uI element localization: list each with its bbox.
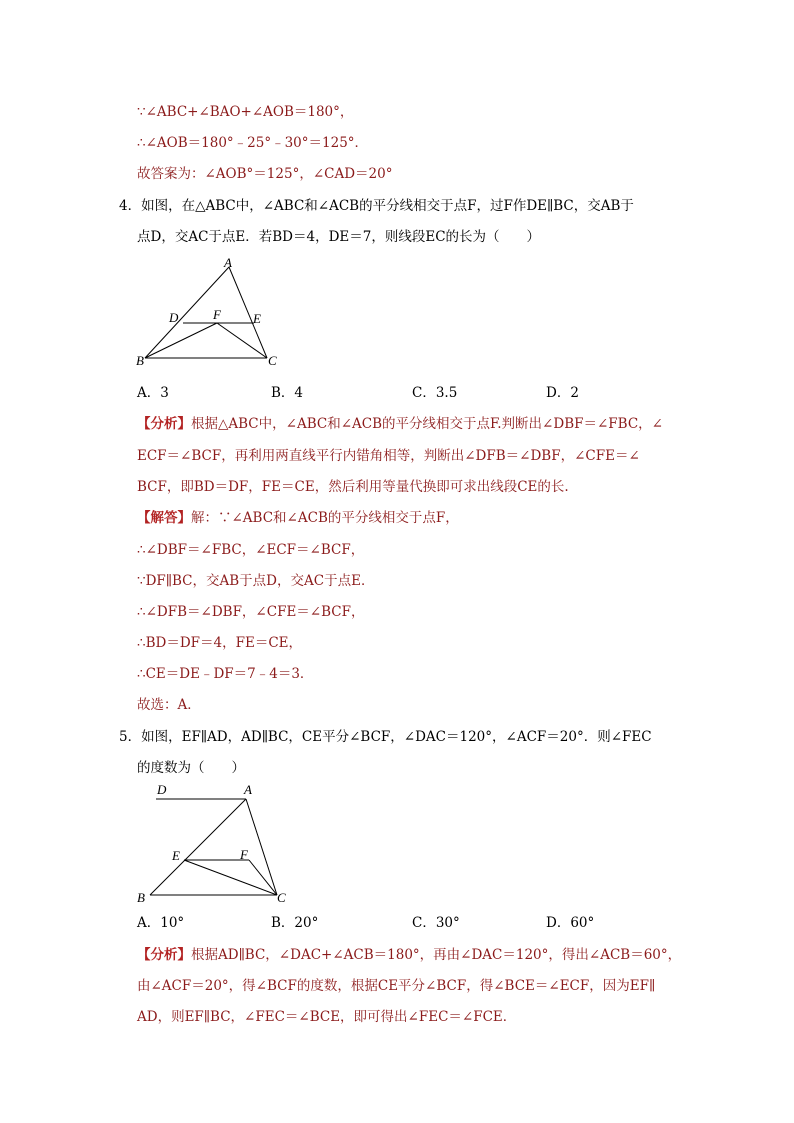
analysis-line: AD，则EF∥BC，∠FEC＝∠BCE，即可得出∠FEC＝∠FCE． — [137, 1009, 517, 1025]
option-a: A．10° — [137, 915, 185, 931]
analysis-line: 【分析】根据AD∥BC，∠DAC+∠ACB＝180°，再由∠DAC＝120°，得出∠ACB＝60°， — [137, 947, 682, 963]
option-b: B．4 — [271, 385, 304, 401]
question-5-figure — [130, 780, 300, 905]
solution-line: ∵DF∥BC，交AB于点D，交AC于点E． — [137, 573, 375, 589]
proof-line: ∵∠ABC+∠BAO+∠AOB＝180°， — [137, 104, 354, 120]
label-c: C — [277, 890, 286, 905]
label-c: C — [268, 353, 277, 368]
label-f: F — [240, 847, 248, 862]
solution-line: ∴∠DFB＝∠DBF，∠CFE＝∠BCF， — [137, 604, 365, 620]
label-b: B — [137, 890, 145, 905]
option-d: D．2 — [546, 385, 579, 401]
analysis-tag: 【分析】 — [137, 947, 191, 963]
question-5-text: 的度数为（ ） — [137, 760, 245, 776]
analysis-line: 由∠ACF＝20°，得∠BCF的度数，根据CE平分∠BCF，得∠BCE＝∠ECF，因为EF∥ — [137, 978, 656, 994]
question-4-text: 点D，交AC于点E．若BD＝4，DE＝7，则线段EC的长为（ ） — [137, 229, 541, 245]
analysis-line: ECF＝∠BCF，再利用两直线平行内错角相等，判断出∠DFB＝∠DBF，∠CFE＝∠ — [137, 448, 640, 464]
label-d: D — [157, 782, 167, 797]
label-e: E — [253, 311, 261, 326]
solution-tag: 【解答】 — [137, 510, 191, 526]
label-f: F — [213, 307, 221, 322]
option-a: A．3 — [137, 385, 169, 401]
label-b: B — [136, 353, 144, 368]
solution-line: ∴CE＝DE﹣DF＝7﹣4＝3． — [137, 666, 314, 682]
label-d: D — [169, 310, 179, 325]
option-c: C．30° — [412, 915, 460, 931]
label-a: A — [244, 782, 252, 797]
question-4-text: 4．如图，在△ABC中，∠ABC和∠ACB的平分线相交于点F，过F作DE∥BC，交AB于 — [119, 198, 634, 214]
label-e: E — [172, 848, 180, 863]
label-a: A — [224, 255, 232, 270]
solution-line: 故选：A． — [137, 697, 201, 713]
solution-line: ∴BD＝DF＝4，FE＝CE， — [137, 635, 303, 651]
segment-ab — [150, 799, 246, 895]
question-5-text: 5．如图，EF∥AD，AD∥BC，CE平分∠BCF，∠DAC＝120°，∠ACF＝20°．则∠FEC — [119, 729, 652, 745]
analysis-tag: 【分析】 — [137, 416, 191, 432]
option-b: B．20° — [271, 915, 319, 931]
segment-bf — [145, 323, 217, 358]
answer-line: 故答案为：∠AOB°＝125°，∠CAD＝20° — [137, 166, 393, 182]
question-4-figure — [130, 255, 290, 375]
segment-ac — [246, 799, 277, 895]
analysis-line: BCF，即BD＝DF，FE＝CE，然后利用等量代换即可求出线段CE的长. — [137, 479, 569, 495]
analysis-line: 【分析】根据△ABC中，∠ABC和∠ACB的平分线相交于点F.判断出∠DBF＝∠FBC，∠ — [137, 416, 663, 432]
option-d: D．60° — [546, 915, 595, 931]
solution-line: 【解答】解：∵∠ABC和∠ACB的平分线相交于点F， — [137, 510, 459, 526]
proof-line: ∴∠AOB＝180°﹣25°﹣30°＝125°． — [137, 135, 369, 151]
solution-line: ∴∠DBF＝∠FBC，∠ECF＝∠BCF， — [137, 542, 365, 558]
option-c: C．3.5 — [412, 385, 458, 401]
